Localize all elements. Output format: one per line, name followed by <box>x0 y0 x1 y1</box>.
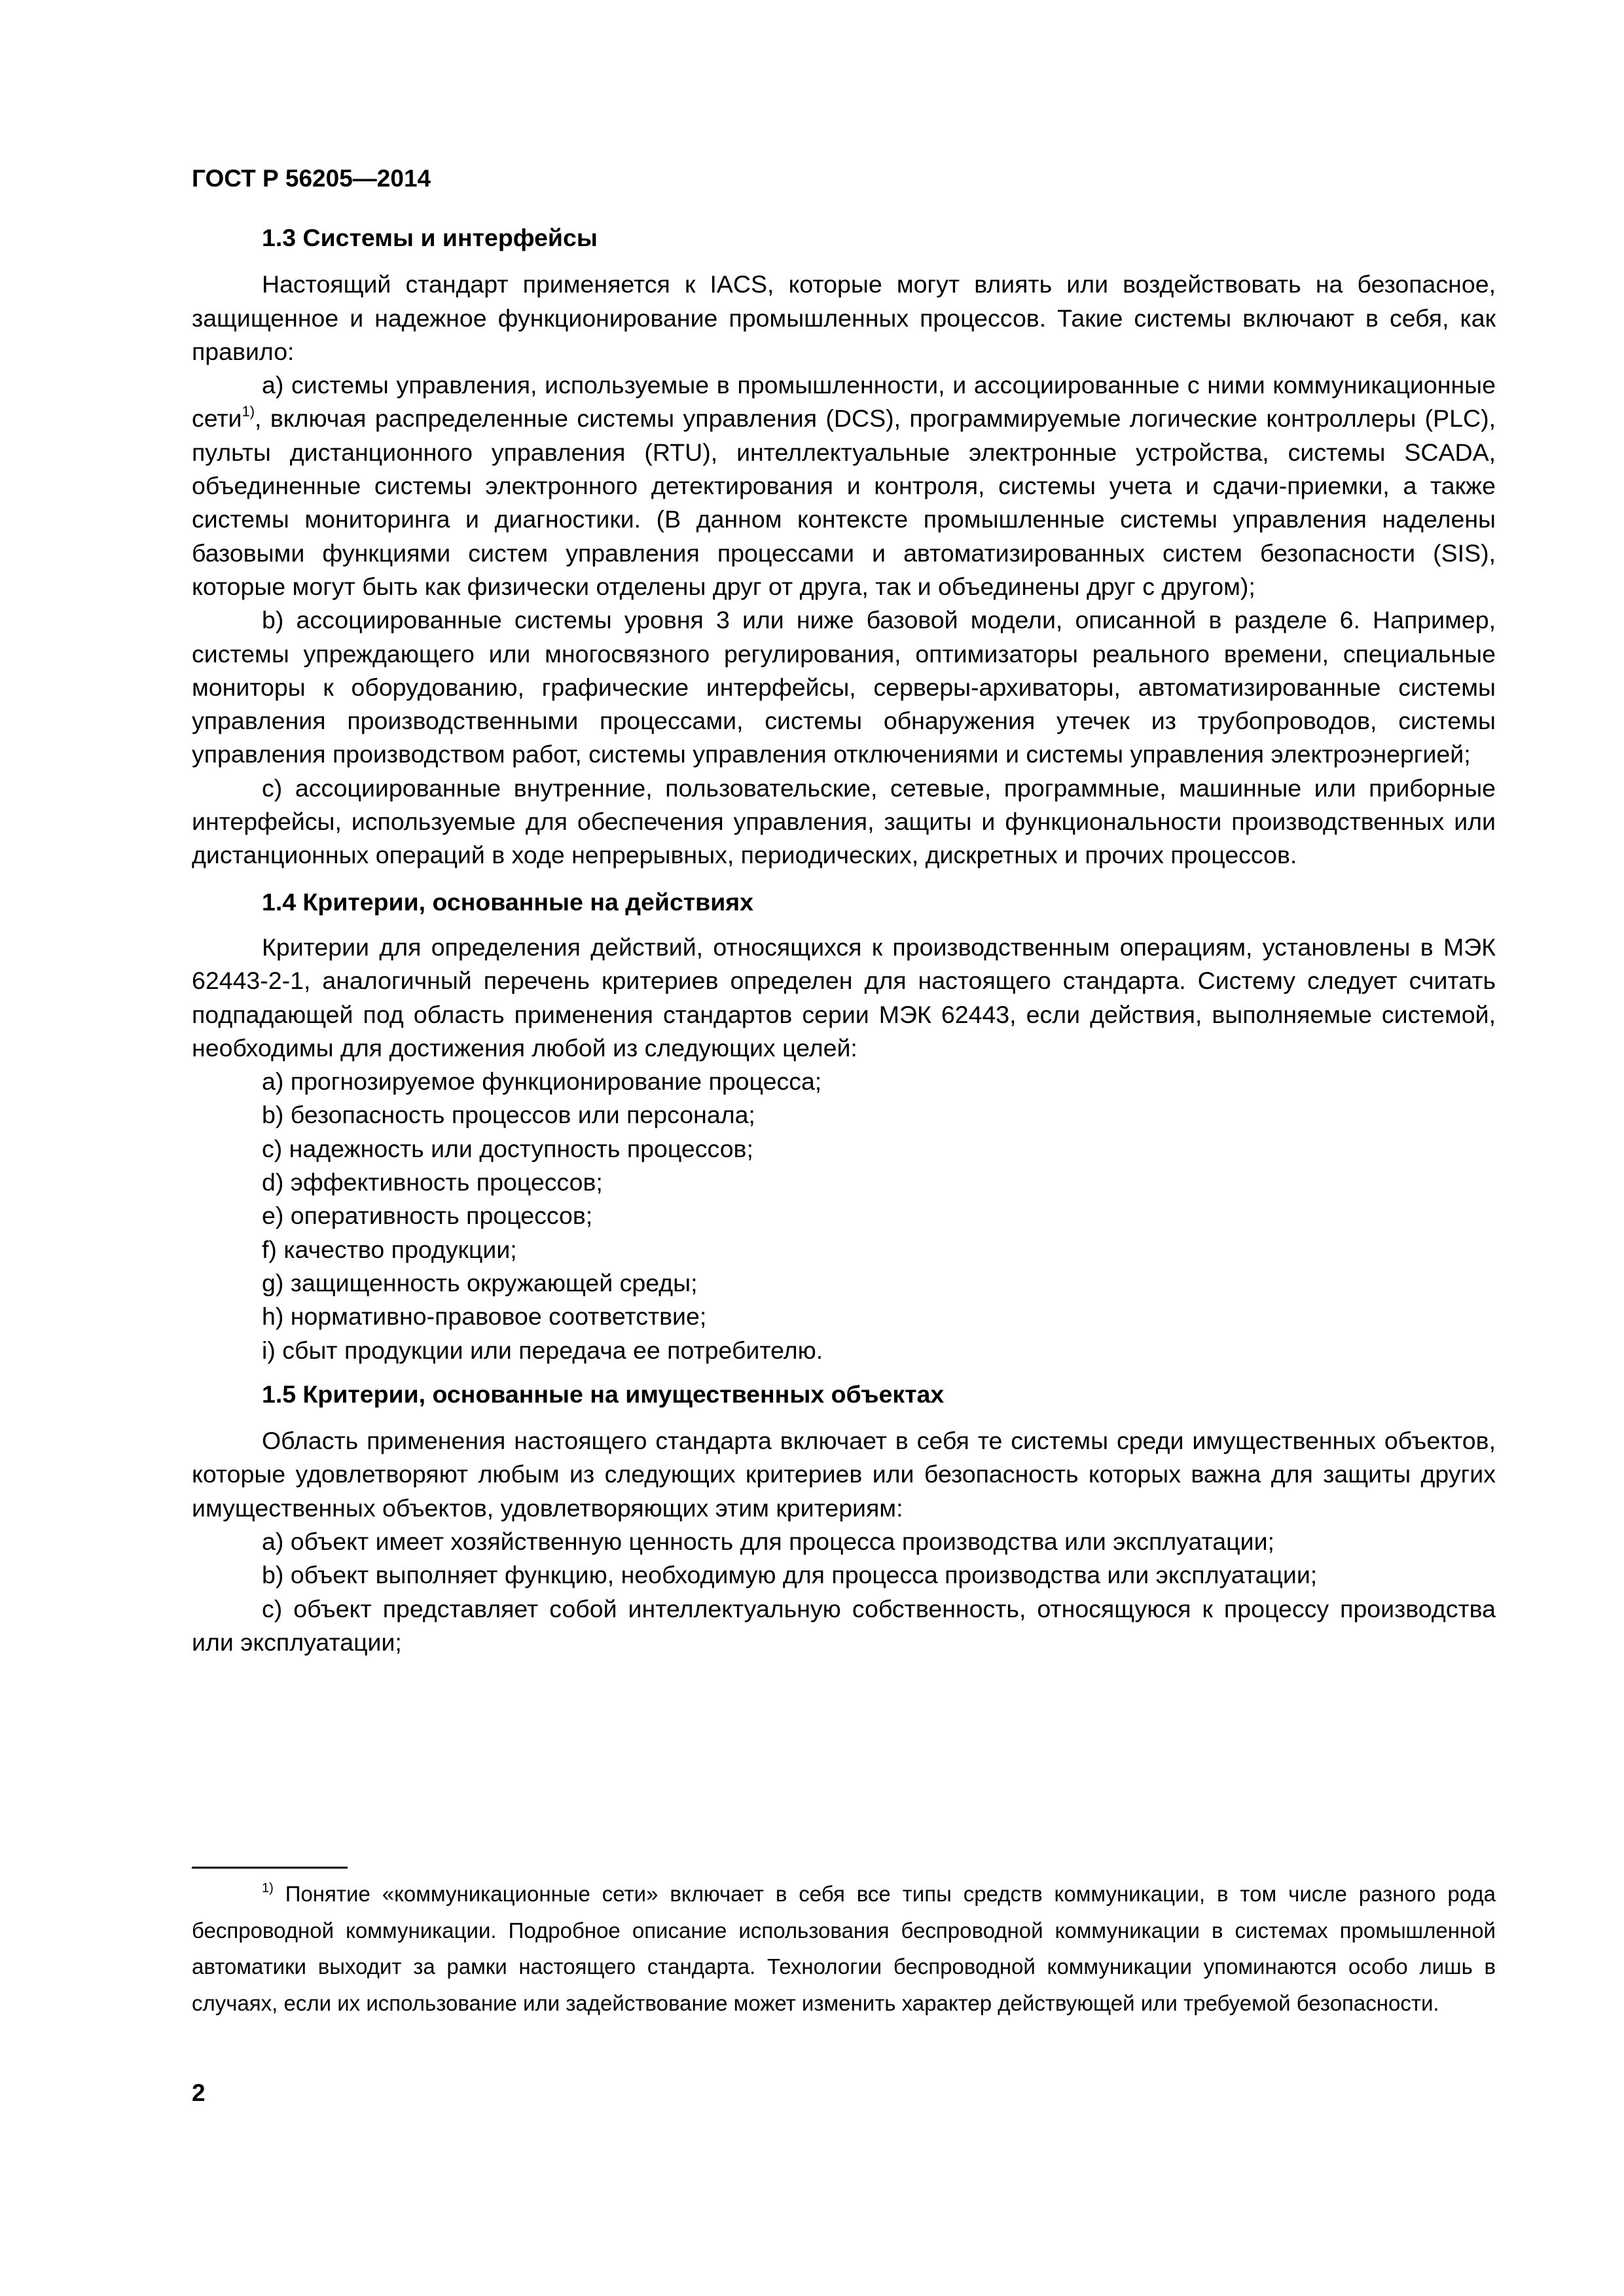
section-1-3-item-a <box>192 368 1496 603</box>
item-a-text-end: , включая распределенные системы управления (DCS), программируемые логические контроллеры (PLC), пульты дистанционного управления (RTU), интеллектуальные электронные устройства, системы SCADA, объединенные системы электронного детектирования и контроля, системы учета и сдачи-приемки, а также системы мониторинга и диагностики. (В данном контексте промышленные системы управления наделены базовыми функциями систем управления процессами и автоматизированных систем безопасности (SIS), которые могут быть как физически отделены друг от друга, так и объединены друг с другом); <box>192 404 1496 600</box>
section-1-4-intro: Критерии для определения действий, относящихся к производственным операциям, установлены в МЭК 62443-2-1, аналогичный перечень критериев определен для настоящего стандарта. Систему следует считать подпадающей под область применения стандартов серии МЭК 62443, если действия, выполняемые системой, необходимы для достижения любой из следующих целей: <box>192 933 1496 1062</box>
section-1-3-intro: Настоящий стандарт применяется к IACS, которые могут влиять или воздействовать на безопасное, защищенное и надежное функционирование промышленных процессов. Такие системы включают в себя, как правило: <box>192 270 1496 365</box>
list-item: b) объект выполняет функцию, необходимую для процесса производства или эксплуатации; <box>262 1561 1318 1589</box>
list-item: a) объект имеет хозяйственную ценность для процесса производства или эксплуатации; <box>262 1527 1274 1555</box>
section-1-3-item-c: c) ассоциированные внутренние, пользовательские, сетевые, программные, машинные или приборные интерфейсы, используемые для обеспечения управления, защиты и функциональности производственных или дистанционных операций в ходе непрерывных, периодических, дискретных и прочих процессов. <box>192 774 1496 869</box>
section-1-4-heading: 1.4 Критерии, основанные на действиях <box>262 888 754 916</box>
section-1-3-heading: 1.3 Системы и интерфейсы <box>262 224 598 251</box>
document-header: ГОСТ Р 56205—2014 <box>192 165 431 192</box>
list-item: a) прогнозируемое функционирование процесса; <box>262 1067 822 1096</box>
item-a-text-start: a) системы управления, используемые в промышленности, и ассоциированные с ними коммуникационные сети <box>192 371 1496 433</box>
footnote-reference: 1) <box>242 403 255 420</box>
list-item: i) сбыт продукции или передача ее потребителю. <box>262 1336 823 1364</box>
list-item: c) объект представляет собой интеллектуальную собственность, относящуюся к процессу производства или эксплуатации; <box>192 1594 1496 1656</box>
footnote <box>192 1876 1496 2021</box>
section-1-5-intro: Область применения настоящего стандарта включает в себя те системы среди имущественных объектов, которые удовлетворяют любым из следующих критериев или безопасность которых важна для защиты других имущественных объектов, удовлетворяющих этим критериям: <box>192 1427 1496 1522</box>
footnote-text: Понятие «коммуникационные сети» включает в себя все типы средств коммуникации, в том числе разного рода беспроводной коммуникации. Подробное описание использования беспроводной коммуникации в системах промышленной автоматики выходит за рамки настоящего стандарта. Технологии беспроводной коммуникации упоминаются особо лишь в случаях, если их использование или задействование может изменить характер действующей или требуемой безопасности. <box>192 1882 1496 2015</box>
footnote-marker: 1) <box>262 1881 274 1895</box>
list-item: h) нормативно-правовое соответствие; <box>262 1302 707 1331</box>
list-item: e) оперативность процессов; <box>262 1202 593 1230</box>
page-number: 2 <box>192 2079 206 2106</box>
document-body <box>192 221 1496 1659</box>
list-item: f) качество продукции; <box>262 1235 517 1263</box>
section-1-5-heading: 1.5 Критерии, основанные на имущественных объектах <box>262 1380 945 1408</box>
footnote-divider <box>192 1867 348 1869</box>
section-1-3-item-b: b) ассоциированные системы уровня 3 или ниже базовой модели, описанной в разделе 6. Например, системы упреждающего или многосвязного регулирования, оптимизаторы реального времени, специальные мониторы к оборудованию, графические интерфейсы, серверы-архиваторы, автоматизированные системы управления производственными процессами, системы обнаружения утечек из трубопроводов, системы управления производством работ, системы управления отключениями и системы управления электроэнергией; <box>192 606 1496 768</box>
list-item: d) эффективность процессов; <box>262 1168 603 1196</box>
list-item: c) надежность или доступность процессов; <box>262 1134 753 1162</box>
list-item: g) защищенность окружающей среды; <box>262 1268 698 1297</box>
list-item: b) безопасность процессов или персонала; <box>262 1101 755 1129</box>
